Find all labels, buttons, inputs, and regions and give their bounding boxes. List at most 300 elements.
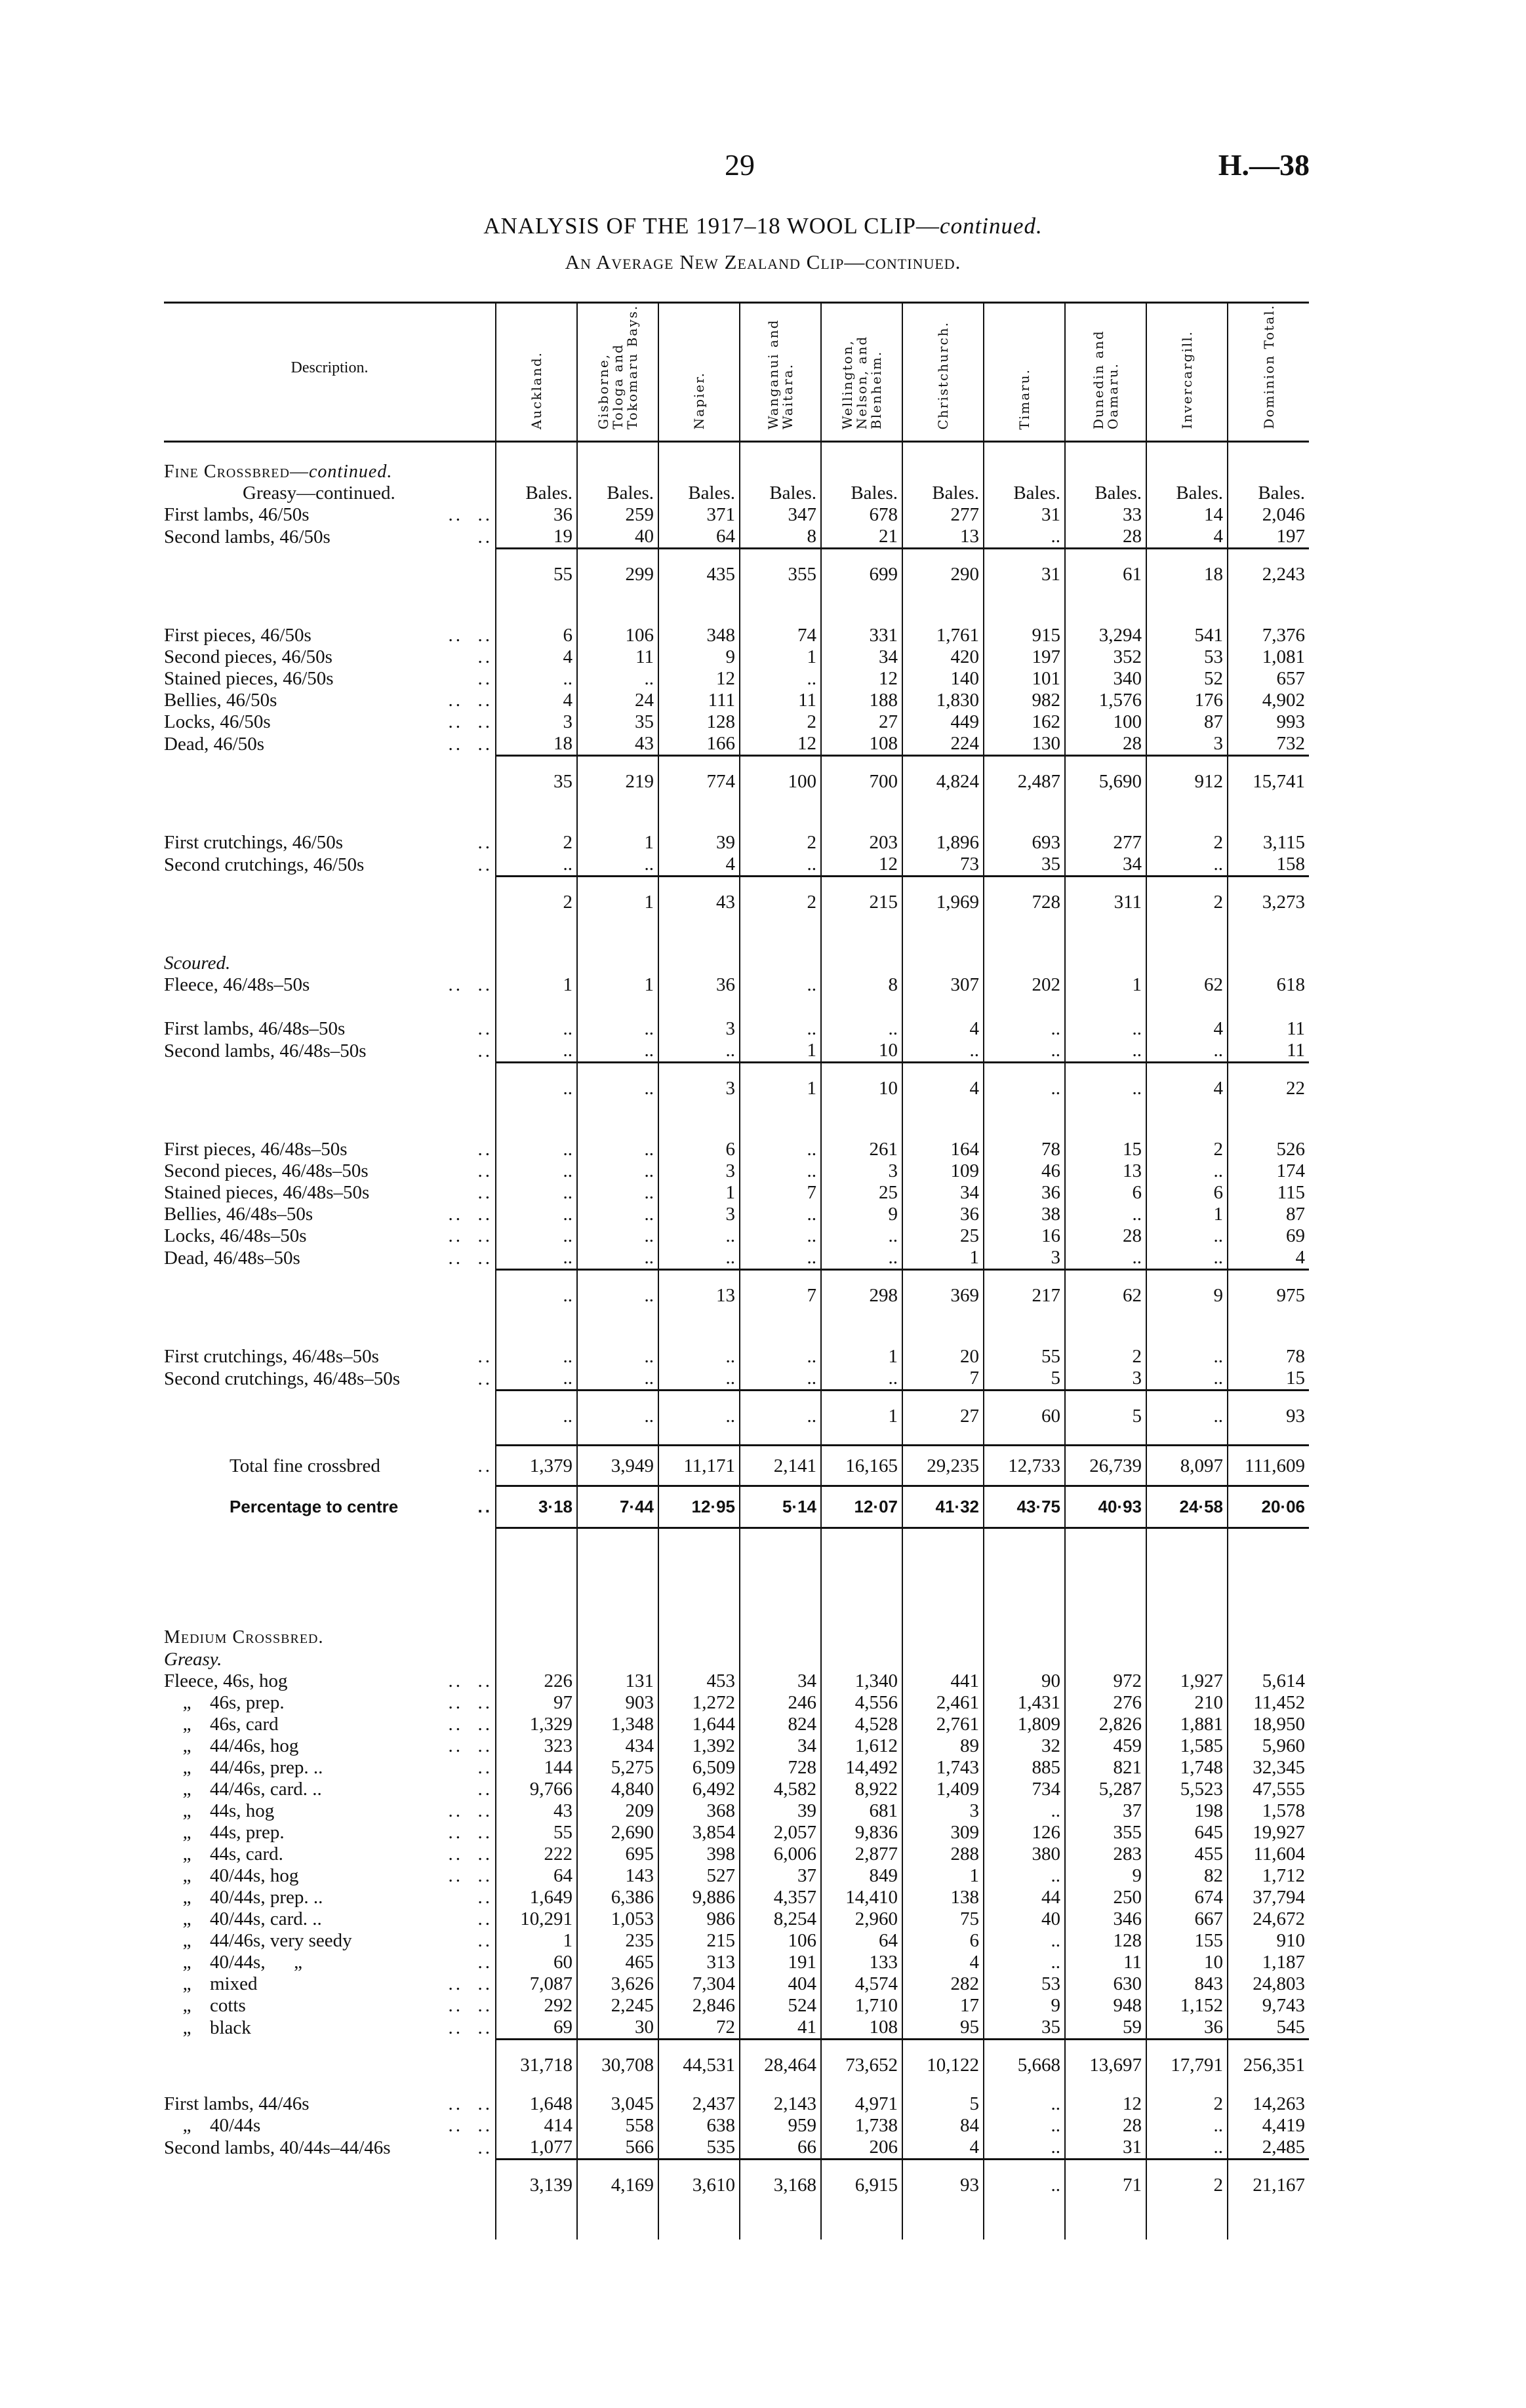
cell-value: .. — [658, 1040, 740, 1063]
dot-leader: .. — [477, 1040, 492, 1061]
cell-value: .. — [740, 1368, 821, 1391]
cell-value — [1146, 1649, 1228, 1670]
row-description — [164, 1779, 496, 1800]
row-label-text: Medium Crossbred. — [164, 1627, 324, 1648]
row-description — [164, 2160, 496, 2214]
row-label-text: cotts — [210, 1995, 246, 2016]
cell-value: 1 — [1065, 974, 1146, 996]
table-row — [164, 1225, 1309, 1247]
cell-value: 126 — [984, 1822, 1065, 1844]
cell-value: 290 — [902, 549, 984, 603]
cell-value: 25 — [902, 1225, 984, 1247]
cell-value: .. — [496, 996, 577, 1040]
empty-cell — [902, 2213, 984, 2240]
row-label-text: 44s, card. — [210, 1844, 283, 1865]
cell-value: 1,585 — [1146, 1735, 1228, 1757]
empty-cell — [1065, 2213, 1146, 2240]
cell-value: 53 — [1146, 646, 1228, 668]
cell-value: 27 — [902, 1391, 984, 1446]
row-label — [164, 1455, 380, 1477]
cell-value: 9,766 — [496, 1779, 577, 1800]
cell-value: 3 — [496, 711, 577, 733]
dot-leader: .. .. — [448, 974, 492, 995]
cell-value: 210 — [1146, 1692, 1228, 1714]
cell-value: .. — [496, 1160, 577, 1182]
cell-value: 4 — [1228, 1247, 1309, 1270]
cell-value: 74 — [740, 602, 821, 646]
cell-value: 4,574 — [821, 1973, 902, 1995]
cell-value: 307 — [902, 974, 984, 996]
cell-value: 206 — [821, 2137, 902, 2160]
cell-value: 1,329 — [496, 1714, 577, 1735]
cell-value: 197 — [984, 646, 1065, 668]
cell-value: 1,187 — [1228, 1952, 1309, 1973]
cell-value: 235 — [577, 1930, 658, 1952]
cell-value: 558 — [577, 2115, 658, 2137]
cell-value: 9 — [984, 1995, 1065, 2017]
row-label-text: Bellies, 46/48s–50s — [164, 1204, 313, 1225]
cell-value — [577, 1649, 658, 1670]
cell-value: 3 — [1065, 1368, 1146, 1391]
row-label — [164, 504, 310, 526]
cell-value: 277 — [1065, 810, 1146, 854]
cell-value: 128 — [1065, 1930, 1146, 1952]
cell-value: 40 — [577, 526, 658, 549]
cell-value: 106 — [577, 602, 658, 646]
cell-value: 14,492 — [821, 1757, 902, 1779]
subtotal-row — [164, 2160, 1309, 2214]
cell-value: 95 — [902, 2017, 984, 2040]
dot-leader: .. .. — [448, 1692, 492, 1713]
row-label-text: Second crutchings, 46/48s–50s — [164, 1368, 401, 1389]
dot-leader: .. — [477, 1018, 492, 1039]
ditto-mark: „ — [182, 1930, 191, 1951]
cell-value: 11,171 — [658, 1446, 740, 1486]
row-description — [164, 1908, 496, 1930]
cell-value: 46 — [984, 1160, 1065, 1182]
cell-value: 10,291 — [496, 1908, 577, 1930]
row-description — [164, 930, 496, 974]
cell-value: 347 — [740, 504, 821, 526]
cell-value: 1 — [902, 1247, 984, 1270]
cell-value: .. — [496, 1270, 577, 1324]
cell-value: 130 — [984, 733, 1065, 756]
empty-cell — [1146, 2213, 1228, 2240]
column-header-label: Dunedin and Oamaru. — [1091, 330, 1121, 429]
cell-value: 3,045 — [577, 2093, 658, 2115]
cell-value: 2,141 — [740, 1446, 821, 1486]
table-row — [164, 1822, 1309, 1844]
row-label — [164, 1887, 323, 1908]
cell-value: 693 — [984, 810, 1065, 854]
dot-leader: .. — [477, 646, 492, 667]
cell-value — [577, 442, 658, 483]
row-label — [164, 1865, 298, 1887]
row-label — [164, 854, 364, 876]
cell-value: 28 — [1065, 733, 1146, 756]
cell-value: 18,950 — [1228, 1714, 1309, 1735]
cell-value: 774 — [658, 756, 740, 810]
cell-value: 155 — [1146, 1930, 1228, 1952]
cell-value: Bales. — [1228, 483, 1309, 504]
cell-value: .. — [496, 1247, 577, 1270]
cell-value: .. — [577, 1247, 658, 1270]
cell-value: .. — [577, 1391, 658, 1446]
cell-value: .. — [496, 854, 577, 877]
cell-value: 69 — [496, 2017, 577, 2040]
cell-value: 449 — [902, 711, 984, 733]
cell-value: 69 — [1228, 1225, 1309, 1247]
row-label-text: 40/44s, prep. .. — [210, 1887, 323, 1908]
cell-value: .. — [577, 1160, 658, 1182]
dot-leader: .. .. — [448, 1973, 492, 1994]
row-description — [164, 504, 496, 526]
cell-value: 256,351 — [1228, 2040, 1309, 2094]
cell-value: 34 — [1065, 854, 1146, 877]
cell-value: 4 — [902, 2137, 984, 2160]
cell-value: .. — [577, 1204, 658, 1225]
cell-value: Bales. — [1146, 483, 1228, 504]
row-label — [164, 1139, 348, 1160]
cell-value: 975 — [1228, 1270, 1309, 1324]
cell-value: 19 — [496, 526, 577, 549]
cell-value: 162 — [984, 711, 1065, 733]
column-header-label: Invercargill. — [1179, 330, 1195, 429]
row-description — [164, 2017, 496, 2040]
dot-leader: .. — [477, 1160, 492, 1181]
page-title — [0, 213, 1526, 239]
cell-value: 20·06 — [1228, 1486, 1309, 1528]
cell-value: 1,710 — [821, 1995, 902, 2017]
cell-value: 6 — [1065, 1182, 1146, 1204]
cell-value: 4,840 — [577, 1779, 658, 1800]
cell-value: 2 — [1065, 1324, 1146, 1368]
cell-value: 7 — [740, 1270, 821, 1324]
table-row — [164, 2137, 1309, 2160]
column-header — [902, 303, 984, 442]
cell-value: 59 — [1065, 2017, 1146, 2040]
cell-value: .. — [1146, 1368, 1228, 1391]
cell-value: 55 — [496, 549, 577, 603]
row-description — [164, 1116, 496, 1160]
row-label-text: Dead, 46/48s–50s — [164, 1247, 300, 1269]
row-description — [164, 1528, 496, 1649]
cell-value: 15 — [1228, 1368, 1309, 1391]
cell-value: 455 — [1146, 1844, 1228, 1865]
cell-value: 100 — [740, 756, 821, 810]
cell-value: 36 — [496, 504, 577, 526]
cell-value: 282 — [902, 1973, 984, 1995]
row-label-text: 44/46s, prep. .. — [210, 1757, 323, 1778]
cell-value: 10,122 — [902, 2040, 984, 2094]
table-end — [164, 2213, 1309, 2240]
cell-value: 78 — [984, 1116, 1065, 1160]
ditto-mark: „ — [182, 1995, 191, 2016]
cell-value: 52 — [1146, 668, 1228, 690]
row-label-text: First lambs, 44/46s — [164, 2093, 310, 2114]
cell-value: 2,057 — [740, 1822, 821, 1844]
ditto-mark: „ — [182, 2017, 191, 2038]
cell-value: 24 — [577, 690, 658, 711]
cell-value: 453 — [658, 1670, 740, 1692]
cell-value: 217 — [984, 1270, 1065, 1324]
cell-value: 6,509 — [658, 1757, 740, 1779]
cell-value: .. — [1146, 1324, 1228, 1368]
cell-value: Bales. — [1065, 483, 1146, 504]
cell-value: 9 — [1065, 1865, 1146, 1887]
cell-value: 37,794 — [1228, 1887, 1309, 1908]
cell-value — [658, 442, 740, 483]
cell-value: 526 — [1228, 1116, 1309, 1160]
cell-value: 371 — [658, 504, 740, 526]
cell-value — [658, 1649, 740, 1670]
cell-value: 166 — [658, 733, 740, 756]
row-description — [164, 1887, 496, 1908]
ditto-mark: „ — [182, 1973, 191, 1994]
cell-value: 20 — [902, 1324, 984, 1368]
table-row — [164, 1446, 1309, 1486]
cell-value: 3,626 — [577, 1973, 658, 1995]
cell-value: .. — [1146, 1225, 1228, 1247]
cell-value: 1,743 — [902, 1757, 984, 1779]
cell-value: 38 — [984, 1204, 1065, 1225]
cell-value: 29,235 — [902, 1446, 984, 1486]
cell-value: 1,379 — [496, 1446, 577, 1486]
cell-value: 657 — [1228, 668, 1309, 690]
table-row — [164, 711, 1309, 733]
cell-value: 41 — [740, 2017, 821, 2040]
cell-value — [658, 930, 740, 974]
cell-value: 1,761 — [902, 602, 984, 646]
cell-value: 3 — [984, 1247, 1065, 1270]
cell-value: 352 — [1065, 646, 1146, 668]
cell-value — [577, 930, 658, 974]
cell-value: 1,081 — [1228, 646, 1309, 668]
cell-value: 1,809 — [984, 1714, 1065, 1735]
row-label — [164, 1040, 367, 1062]
wool-clip-table — [164, 302, 1309, 2240]
row-label-text: 46s, card — [210, 1714, 279, 1735]
table-row — [164, 2093, 1309, 2115]
cell-value: 35 — [984, 854, 1065, 877]
cell-value: 31 — [1065, 2137, 1146, 2160]
dot-leader: .. .. — [448, 2093, 492, 2114]
cell-value: 4 — [496, 646, 577, 668]
cell-value: 75 — [902, 1908, 984, 1930]
row-label — [164, 1182, 369, 1204]
row-label-text: Locks, 46/48s–50s — [164, 1225, 307, 1246]
cell-value: 12 — [658, 668, 740, 690]
table-row — [164, 1865, 1309, 1887]
cell-value: 435 — [658, 549, 740, 603]
row-label-text: Greasy—continued. — [243, 483, 395, 503]
row-description — [164, 1160, 496, 1182]
ditto-mark: „ — [182, 1800, 191, 1821]
cell-value: .. — [821, 996, 902, 1040]
row-label — [164, 1844, 283, 1865]
column-header-label: Description. — [291, 359, 369, 376]
cell-value: 5,523 — [1146, 1779, 1228, 1800]
cell-value: 1,612 — [821, 1735, 902, 1757]
row-description — [164, 1735, 496, 1757]
cell-value: 3,294 — [1065, 602, 1146, 646]
subtotal-row — [164, 756, 1309, 810]
row-label-text: 44/46s, card. .. — [210, 1779, 322, 1800]
cell-value: 10 — [1146, 1952, 1228, 1973]
cell-value: 298 — [821, 1270, 902, 1324]
dot-leader: .. .. — [448, 1204, 492, 1225]
cell-value: 1,431 — [984, 1692, 1065, 1714]
cell-value: 986 — [658, 1908, 740, 1930]
cell-value — [740, 930, 821, 974]
ditto-mark: „ — [182, 1692, 191, 1713]
cell-value: 10 — [821, 1040, 902, 1063]
cell-value: 93 — [1228, 1391, 1309, 1446]
cell-value: 2 — [1146, 810, 1228, 854]
row-label-text: First lambs, 46/48s–50s — [164, 1018, 346, 1039]
cell-value — [1228, 930, 1309, 974]
cell-value — [1065, 442, 1146, 483]
dot-leader: .. — [477, 2137, 492, 2158]
cell-value: 2,461 — [902, 1692, 984, 1714]
cell-value: 972 — [1065, 1670, 1146, 1692]
cell-value — [577, 1528, 658, 1649]
cell-value: 3,139 — [496, 2160, 577, 2214]
cell-value: .. — [658, 1324, 740, 1368]
cell-value — [1146, 442, 1228, 483]
cell-value: 732 — [1228, 733, 1309, 756]
row-description — [164, 810, 496, 854]
cell-value: 3,168 — [740, 2160, 821, 2214]
cell-value: .. — [740, 1116, 821, 1160]
cell-value: 535 — [658, 2137, 740, 2160]
cell-value: 87 — [1228, 1204, 1309, 1225]
cell-value: 404 — [740, 1973, 821, 1995]
cell-value: 55 — [496, 1822, 577, 1844]
ditto-mark: „ — [182, 1822, 191, 1843]
cell-value: 1,578 — [1228, 1800, 1309, 1822]
cell-value: 197 — [1228, 526, 1309, 549]
dot-leader: .. .. — [448, 1995, 492, 2016]
cell-value: 128 — [658, 711, 740, 733]
cell-value: 26,739 — [1065, 1446, 1146, 1486]
cell-value: 5·14 — [740, 1486, 821, 1528]
cell-value: 276 — [1065, 1692, 1146, 1714]
cell-value: 35 — [984, 2017, 1065, 2040]
row-label — [164, 625, 311, 646]
cell-value: 2,487 — [984, 756, 1065, 810]
cell-value — [821, 1649, 902, 1670]
dot-leader: .. .. — [448, 1800, 492, 1821]
cell-value: 6,386 — [577, 1887, 658, 1908]
column-header-label: Auckland. — [529, 351, 544, 429]
cell-value: 311 — [1065, 877, 1146, 931]
cell-value: 11 — [1065, 1952, 1146, 1973]
cell-value: .. — [496, 1391, 577, 1446]
cell-value: 78 — [1228, 1324, 1309, 1368]
row-label — [164, 690, 277, 711]
cell-value: 90 — [984, 1670, 1065, 1692]
row-description — [164, 756, 496, 810]
title-main: ANALYSIS OF THE 1917–18 WOOL CLIP— — [483, 213, 940, 239]
cell-value: 62 — [1146, 974, 1228, 996]
cell-value: 1,738 — [821, 2115, 902, 2137]
cell-value: 198 — [1146, 1800, 1228, 1822]
cell-value: 34 — [902, 1182, 984, 1204]
row-description — [164, 526, 496, 549]
row-description — [164, 1225, 496, 1247]
row-label-text: First crutchings, 46/48s–50s — [164, 1346, 379, 1367]
cell-value: 164 — [902, 1116, 984, 1160]
ditto-mark: „ — [182, 1735, 191, 1756]
subtotal-row — [164, 877, 1309, 931]
cell-value: 43·75 — [984, 1486, 1065, 1528]
cell-value: 9,836 — [821, 1822, 902, 1844]
cell-value: 1,409 — [902, 1779, 984, 1800]
cell-value: .. — [496, 1116, 577, 1160]
cell-value: .. — [984, 2115, 1065, 2137]
dot-leader: .. — [477, 1346, 492, 1367]
cell-value: 202 — [984, 974, 1065, 996]
cell-value: 2,485 — [1228, 2137, 1309, 2160]
cell-value: 89 — [902, 1735, 984, 1757]
table-row — [164, 1800, 1309, 1822]
cell-value: 728 — [740, 1757, 821, 1779]
column-header — [577, 303, 658, 442]
cell-value: 133 — [821, 1952, 902, 1973]
cell-value: 1,340 — [821, 1670, 902, 1692]
column-header — [1146, 303, 1228, 442]
dot-leader: .. .. — [448, 1865, 492, 1886]
table-row — [164, 1116, 1309, 1160]
cell-value: 18 — [496, 733, 577, 756]
cell-value: 292 — [496, 1995, 577, 2017]
cell-value: .. — [577, 1182, 658, 1204]
cell-value: .. — [496, 1204, 577, 1225]
page-subtitle: An Average New Zealand Clip—continued. — [565, 250, 961, 273]
row-label-text: Locks, 46/50s — [164, 711, 271, 732]
cell-value: 4 — [902, 996, 984, 1040]
cell-value: 8,097 — [1146, 1446, 1228, 1486]
cell-value: 3,610 — [658, 2160, 740, 2214]
cell-value: 87 — [1146, 711, 1228, 733]
table-row — [164, 1040, 1309, 1063]
cell-value: .. — [740, 1160, 821, 1182]
row-label-italic: continued. — [308, 462, 393, 482]
cell-value: 140 — [902, 668, 984, 690]
cell-value: 11 — [1228, 996, 1309, 1040]
ditto-mark: „ — [182, 1952, 191, 1973]
cell-value: 47,555 — [1228, 1779, 1309, 1800]
cell-value: 1 — [821, 1391, 902, 1446]
cell-value: 1 — [577, 810, 658, 854]
table-row — [164, 1973, 1309, 1995]
cell-value: 53 — [984, 1973, 1065, 1995]
cell-value: 2 — [496, 877, 577, 931]
row-label-text: Scoured. — [164, 953, 231, 974]
cell-value: 2,846 — [658, 1995, 740, 2017]
row-description — [164, 1368, 496, 1391]
cell-value: .. — [740, 996, 821, 1040]
cell-value: 24·58 — [1146, 1486, 1228, 1528]
cell-value: 1,348 — [577, 1714, 658, 1735]
empty-cell — [1228, 2213, 1309, 2240]
cell-value: 43 — [496, 1800, 577, 1822]
cell-value: 4 — [1146, 996, 1228, 1040]
cell-value: 645 — [1146, 1822, 1228, 1844]
cell-value: 2,143 — [740, 2093, 821, 2115]
cell-value: 3 — [821, 1160, 902, 1182]
